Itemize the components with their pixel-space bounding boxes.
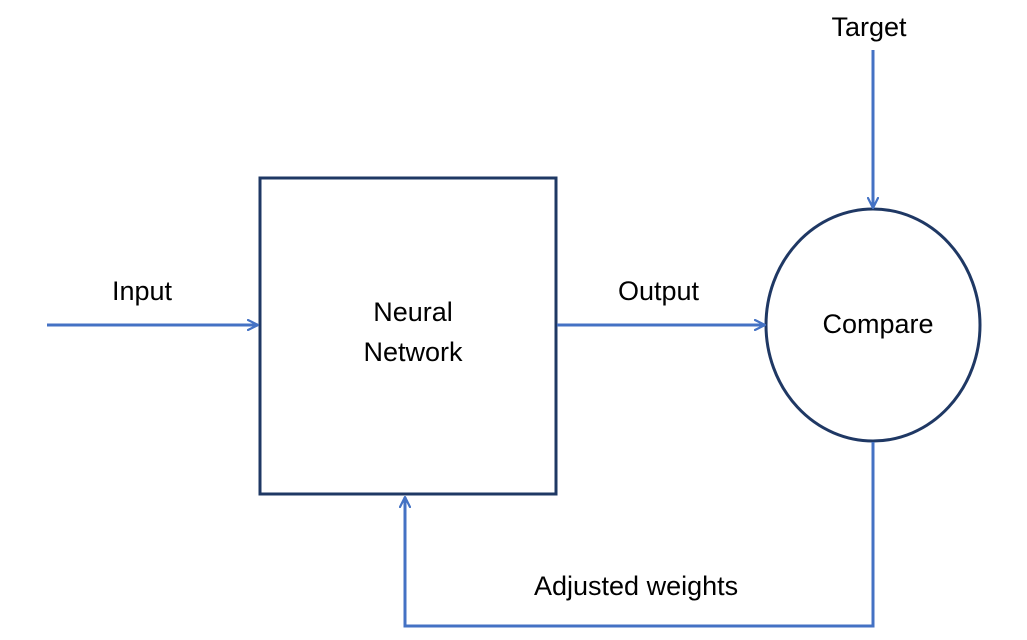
output-label: Output [618, 276, 700, 306]
adjusted-weights-label: Adjusted weights [534, 571, 739, 601]
neural-network-label-line1: Neural [373, 297, 453, 327]
neural-network-label [363, 292, 462, 372]
neural-network-label-line2: Network [363, 337, 463, 367]
input-label: Input [112, 276, 173, 306]
target-label: Target [831, 12, 907, 42]
compare-label: Compare [822, 309, 934, 339]
